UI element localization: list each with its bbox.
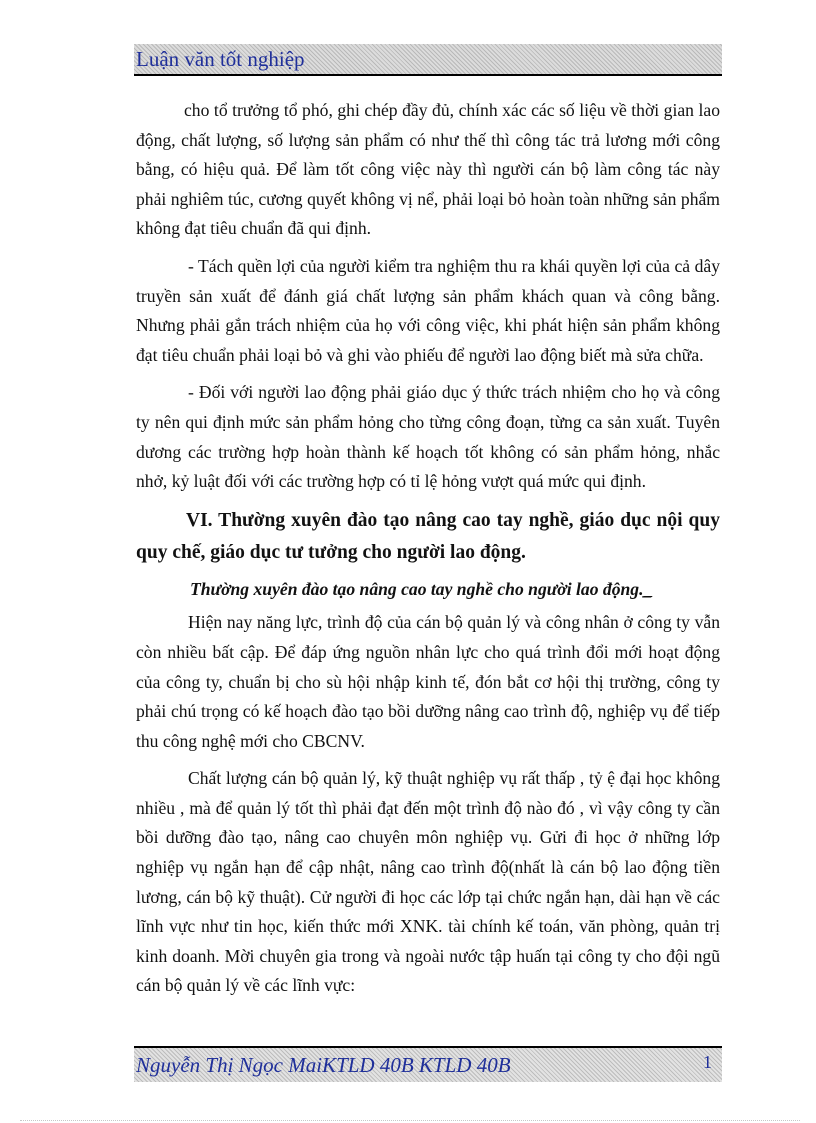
subsection-title xyxy=(136,575,720,605)
paragraph-2: - Tách quền lợi của người kiểm tra nghiệm thu ra khái quyền lợi của cả dây truyền sản xuất để đánh giá chất lượng sản phẩm khách quan và công bằng. Nhưng phải gắn trách nhiệm của họ với công việc, khi phát hiện sản phẩm không đạt tiêu chuẩn phải loại bỏ và ghi vào phiếu để người lao động biết mà sửa chữa. xyxy=(136,255,720,365)
header-title: Luận văn tốt nghiệp xyxy=(136,47,305,71)
paragraph-1: cho tổ trưởng tổ phó, ghi chép đầy đủ, chính xác các số liệu về thời gian lao động, chất lượng, số lượng sản phẩm có như thế thì công tác trả lương mới công bằng, có hiệu quả. Để làm tốt công việc này thì người cán bộ làm công tác này phải nghiêm túc, cương quyết không vị nể, phải loại bỏ hoàn toàn những sản phẩm không đạt tiêu chuẩn đã qui định. xyxy=(136,100,720,239)
paragraph-5: Chất lượng cán bộ quản lý, kỹ thuật nghiệp vụ rất thấp , tỷ ệ đại học không nhiều , mà để quản lý tốt thì phải đạt đến một trình độ nào đó , vì vậy công ty cần bồi dưỡng đào tạo, nâng cao chuyên môn nghiệp vụ. Gửi đi học ở những lớp nghiệp vụ ngắn hạn để cập nhật, nâng cao trình độ(nhất là cán bộ lao động tiền lương, cán bộ kỹ thuật). Cử người đi học các lớp tại chức ngắn hạn, dài hạn về các lĩnh vực như tin học, kiến thức mới XNK. tài chính kế toán, văn phòng, quản trị kinh doanh. Mời chuyên gia trong và ngoài nước tập huấn tại công ty cho đội ngũ cán bộ quản lý về các lĩnh vực: xyxy=(136,768,720,996)
document-body xyxy=(136,96,720,1009)
subsection-title-text: Thường xuyên đào tạo nâng cao tay nghề cho người lao động. xyxy=(190,578,644,599)
page-edge-divider xyxy=(20,1120,800,1121)
paragraph-4: Hiện nay năng lực, trình độ của cán bộ quản lý và công nhân ở công ty vẫn còn nhiều bất cập. Để đáp ứng nguồn nhân lực cho quá trình đổi mới hoạt động của công ty, chuẩn bị cho sù hội nhập kinh tế, đón bắt cơ hội thị trường, công ty phải chú trọng có kế hoạch đào tạo bồi dưỡng nâng cao trình độ, nghiệp vụ để tiếp thu công nghệ mới cho CBCNV. xyxy=(136,612,720,751)
page-header xyxy=(134,44,722,76)
subsection-title-suffix: _ xyxy=(643,578,653,599)
paragraph-3: - Đối với người lao động phải giáo dục ý thức trách nhiệm cho họ và công ty nên qui định mức sản phẩm hỏng cho từng công đoạn, từng ca sản xuất. Tuyên dương các trường hợp hoàn thành kế hoạch tốt không có sản phẩm hỏng, nhắc nhở, kỷ luật đối với các trường hợp có tỉ lệ hỏng vượt quá mức qui định. xyxy=(136,382,720,492)
page-footer xyxy=(134,1046,722,1082)
footer-author: Nguyễn Thị Ngọc MaiKTLD 40B KTLD 40B xyxy=(136,1053,511,1077)
page-number: 1 xyxy=(703,1052,712,1072)
section-title: VI. Thường xuyên đào tạo nâng cao tay nghề, giáo dục nội quy quy chế, giáo dục tư tưởng cho người lao động. xyxy=(136,509,720,563)
